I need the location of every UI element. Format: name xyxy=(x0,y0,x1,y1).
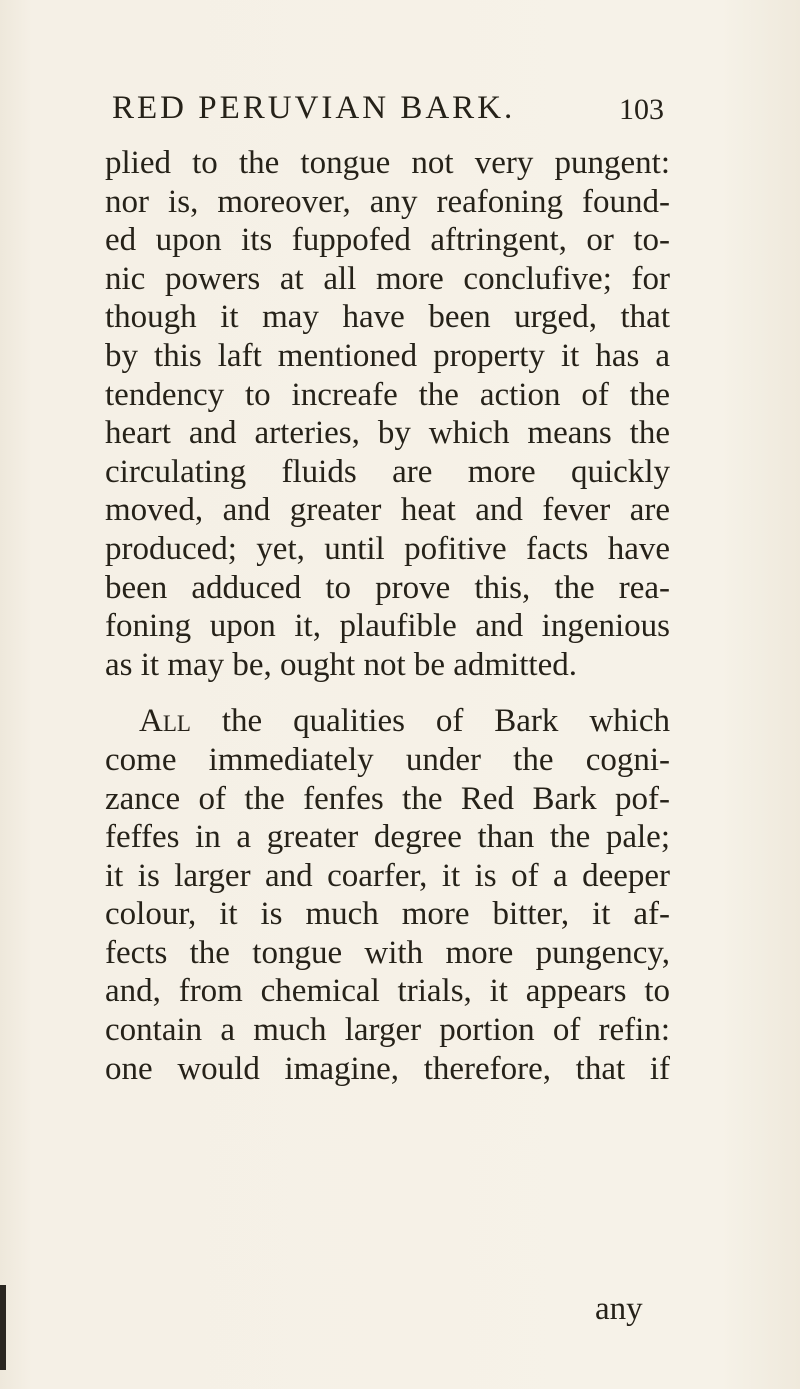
text-line: feffes in a greater degree than the pale; xyxy=(105,819,670,856)
text-line: and, from chemical trials, it appears to xyxy=(105,973,670,1010)
page-number: 103 xyxy=(619,93,664,126)
text-line: one would imagine, therefore, that if xyxy=(105,1050,670,1087)
text-line: tendency to increafe the action of the xyxy=(105,376,670,413)
paragraph xyxy=(105,702,670,1088)
text-line xyxy=(105,702,670,741)
text-line: moved, and greater heat and fever are xyxy=(105,492,670,529)
text-line: it is larger and coarfer, it is of a deeper xyxy=(105,857,670,894)
text-line: heart and arteries, by which means the xyxy=(105,415,670,452)
first-line-text: the qualities of Bark which xyxy=(221,703,670,740)
text-line: as it may be, ought not be admitted. xyxy=(105,646,577,683)
body-text xyxy=(105,144,670,1088)
text-line: zance of the fenfes the Red Bark pof- xyxy=(105,780,670,817)
text-line: ed upon its fuppofed aftringent, or to- xyxy=(105,222,670,259)
page-edge-mark xyxy=(0,1285,6,1370)
running-head: RED PERUVIAN BARK. xyxy=(112,90,516,126)
paragraph-first-word: All xyxy=(139,703,191,740)
text-line: come immediately under the cogni- xyxy=(105,741,670,778)
paragraph-gap xyxy=(105,684,670,702)
catchword: any xyxy=(595,1291,643,1327)
text-line: nic powers at all more conclufive; for xyxy=(105,260,670,297)
text-line: though it may have been urged, that xyxy=(105,299,670,336)
text-line: foning upon it, plaufible and ingenious xyxy=(105,608,670,645)
text-line: nor is, moreover, any reafoning found- xyxy=(105,183,670,220)
paragraph xyxy=(105,144,670,684)
text-line: contain a much larger portion of refin: xyxy=(105,1012,670,1049)
text-line: fects the tongue with more pungency, xyxy=(105,934,670,971)
text-line: produced; yet, until pofitive facts have xyxy=(105,530,670,567)
text-line: circulating fluids are more quickly xyxy=(105,453,670,490)
text-line: been adduced to prove this, the rea- xyxy=(105,569,670,606)
page-header xyxy=(112,88,664,132)
text-line: plied to the tongue not very pungent: xyxy=(105,145,670,181)
text-line: by this laft mentioned property it has a xyxy=(105,337,670,374)
text-line: colour, it is much more bitter, it af- xyxy=(105,896,670,933)
